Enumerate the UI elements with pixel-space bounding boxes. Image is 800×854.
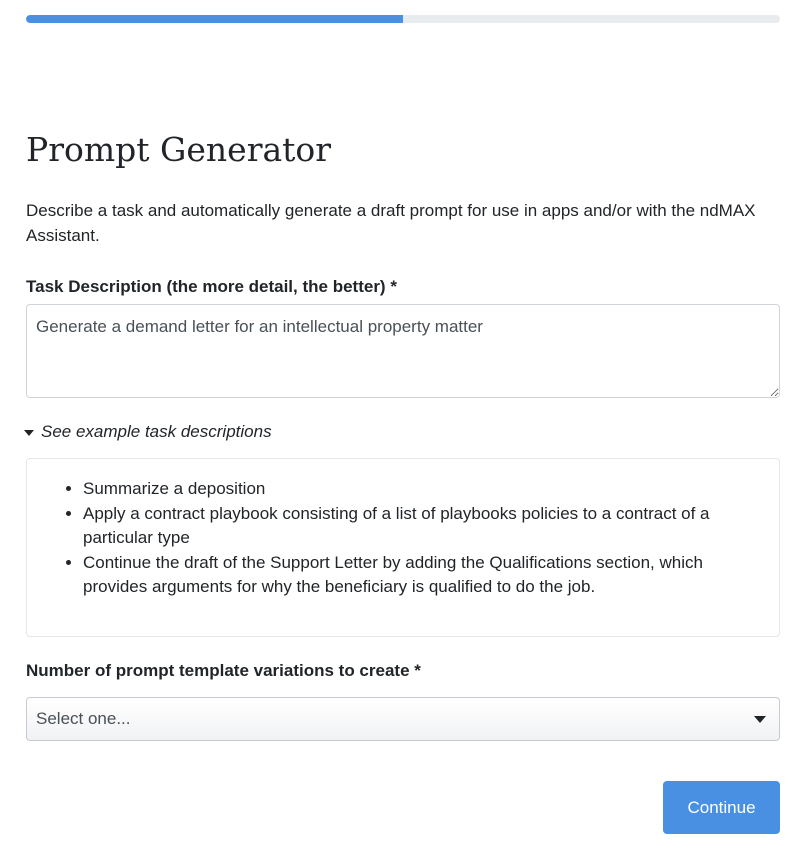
caret-down-icon [24,430,34,436]
see-examples-toggle[interactable] [24,420,272,444]
page-title: Prompt Generator [26,130,332,169]
list-item: • Continue the draft of the Support Letter by adding the Qualifications section, which provides arguments for why the beneficiary is qualified to do the job. [83,551,759,600]
list-item: • Summarize a deposition [83,477,759,502]
examples-list [27,459,779,600]
task-description-label: Task Description (the more detail, the better) * [26,277,397,296]
task-description-input[interactable] [26,304,780,398]
variations-label: Number of prompt template variations to create * [26,661,421,680]
continue-button[interactable]: Continue [663,781,780,834]
page-description: Describe a task and automatically generate a draft prompt for use in apps and/or with the ndMAX Assistant. [26,201,756,245]
examples-panel [26,458,780,637]
chevron-down-icon [754,716,766,723]
see-examples-label: See example task descriptions [41,422,272,441]
variations-select[interactable] [26,697,780,741]
progress-bar [26,15,780,23]
progress-bar-fill [26,15,403,23]
variations-select-value: Select one... [36,709,131,728]
list-item: • Apply a contract playbook consisting of a list of playbooks policies to a contract of a particular type [83,502,759,551]
